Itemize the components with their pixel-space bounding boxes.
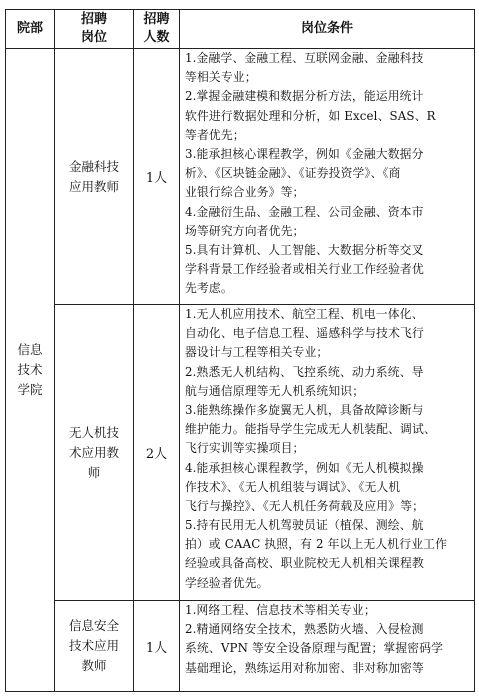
table-row <box>6 601 475 692</box>
table-row <box>6 305 475 601</box>
header-dept: 院部 <box>6 10 55 49</box>
condition-line: 基础理论，熟练运用对称加密、非对称加密等 <box>185 660 424 675</box>
condition-line: 等相关专业； <box>185 70 257 85</box>
condition-line: 自动化、电子信息工程、遥感科学与技术飞行 <box>185 326 424 341</box>
condition-line: 业银行综合业务》等； <box>185 185 305 200</box>
condition-line: 器设计与工程等相关专业； <box>185 345 329 360</box>
dept-cell: 信息 技术 学院 <box>6 49 55 692</box>
condition-line: 学科背景工作经验者或相关行业工作经验者优 <box>185 262 424 277</box>
condition-line: 4.金融衍生品、金融工程、公司金融、资本市 <box>185 204 424 219</box>
condition-line: 等者优先； <box>185 127 245 142</box>
condition-line: 2.掌握金融建模和数据分析方法，能运用统计 <box>185 89 424 104</box>
condition-line: 飞行实训等实操项目； <box>185 441 305 456</box>
condition-line: 先考虑。 <box>185 281 233 296</box>
count-cell: 2人 <box>134 305 180 601</box>
condition-line: 拍）或 CAAC 执照，有 2 年以上无人机行业工作 <box>185 537 448 552</box>
table-row <box>6 49 475 305</box>
condition-line: 航与通信原理等无人机系统知识； <box>185 383 365 398</box>
condition-line: 场等研究方向者优先； <box>185 223 305 238</box>
condition-line: 1.网络工程、信息技术等相关专业； <box>185 603 376 617</box>
position-cell: 无人机技 术应用教 师 <box>55 305 134 601</box>
header-conditions: 岗位条件 <box>180 10 475 49</box>
condition-line: 4.能承担核心课程教学，例如《无人机模拟操 <box>185 460 424 475</box>
condition-line: 飞行与操控》、《无人机任务荷载及应用》等； <box>185 498 425 513</box>
conditions-cell <box>180 49 475 305</box>
recruitment-table <box>5 9 475 692</box>
condition-line: 2.熟悉无人机结构、飞控系统、动力系统、导 <box>185 364 424 379</box>
condition-line: 3.能承担核心课程教学，例如《金融大数据分 <box>185 146 424 161</box>
condition-line: 学经验者优先。 <box>185 575 269 590</box>
conditions-cell <box>180 601 475 692</box>
condition-line: 析》、《区块链金融》、《证券投资学》、《商 <box>185 166 401 181</box>
condition-line: 1.金融学、金融工程、互联网金融、金融科技 <box>185 51 424 65</box>
condition-line: 5.具有计算机、人工智能、大数据分析等交叉 <box>185 242 424 257</box>
condition-line: 维护能力。能指导学生完成无人机装配、调试、 <box>185 422 436 437</box>
condition-line: 系统、VPN 等安全设备原理与配置；掌握密码学 <box>185 641 444 656</box>
condition-line: 软件进行数据处理和分析，如 Excel、SAS、R <box>185 108 436 123</box>
conditions-cell <box>180 305 475 601</box>
condition-line: 1.无人机应用技术、航空工程、机电一体化、 <box>185 307 424 321</box>
header-row <box>6 10 475 49</box>
condition-line: 2.精通网络安全技术，熟悉防火墙、入侵检测 <box>185 622 424 637</box>
condition-line: 3.能熟练操作多旋翼无人机，具备故障诊断与 <box>185 402 424 417</box>
count-cell: 1人 <box>134 601 180 692</box>
condition-line: 5.持有民用无人机驾驶员证（植保、测绘、航 <box>185 518 424 533</box>
header-position: 招聘 岗位 <box>55 10 134 49</box>
condition-line: 作技术》、《无人机组装与调试》、《无人机 <box>185 479 401 494</box>
position-cell: 信息安全 技术应用 教师 <box>55 601 134 692</box>
header-count: 招聘 人数 <box>134 10 180 49</box>
condition-line: 经验或具备高校、职业院校无人机相关课程教 <box>185 556 424 571</box>
position-cell: 金融科技 应用教师 <box>55 49 134 305</box>
count-cell: 1人 <box>134 49 180 305</box>
